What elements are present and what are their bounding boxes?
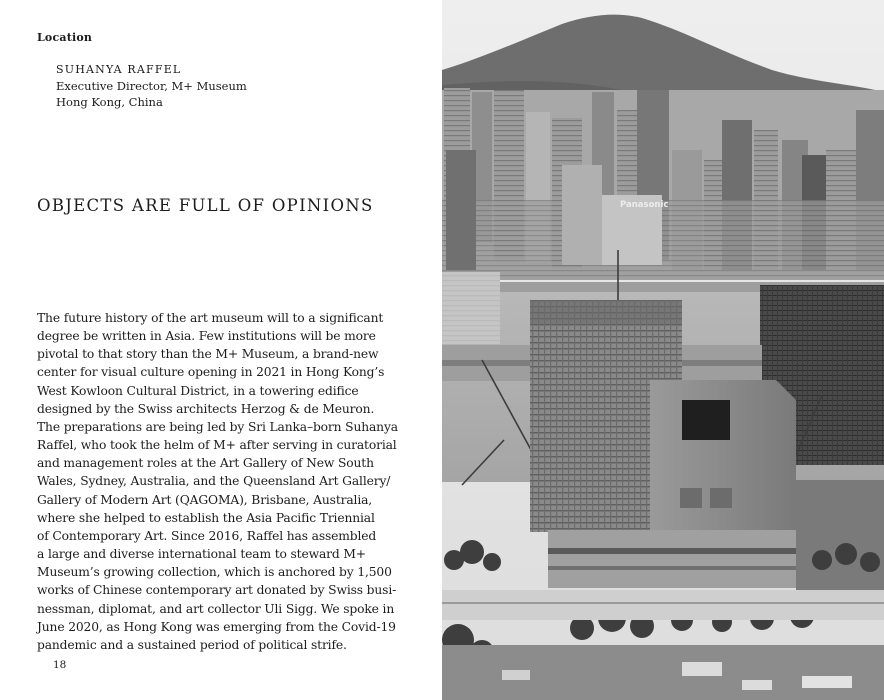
- body-line: Raffel, who took the helm of M+ after serving in curatorial: [37, 438, 397, 453]
- contributor-block: [56, 62, 247, 110]
- article-body: [37, 309, 398, 654]
- body-line: West Kowloon Cultural District, in a towering edifice: [37, 383, 359, 398]
- panasonic-sign: Panasonic: [620, 200, 669, 210]
- body-line: Gallery of Modern Art (QAGOMA), Brisbane, Australia,: [37, 492, 373, 507]
- body-line: a large and diverse international team to steward M+: [37, 547, 366, 562]
- museum-photograph: [442, 0, 884, 700]
- contributor-name: SUHANYA RAFFEL: [56, 63, 182, 76]
- section-label: Location: [37, 31, 93, 44]
- tower-window-opening: [682, 400, 730, 440]
- contributor-title: Executive Director, M+ Museum: [56, 79, 247, 93]
- body-line: center for visual culture opening in 2021 in Hong Kong’s: [37, 365, 385, 380]
- body-line: Museum’s growing collection, which is anchored by 1,500: [37, 565, 392, 580]
- contributor-location: Hong Kong, China: [56, 95, 163, 109]
- body-line: pivotal to that story than the M+ Museum, a brand-new: [37, 347, 379, 362]
- body-line: and management roles at the Art Gallery of New South: [37, 456, 374, 471]
- photo-illustration: [442, 0, 884, 700]
- body-line: works of Chinese contemporary art donated by Swiss busi-: [37, 583, 397, 598]
- body-line: The future history of the art museum will to a significant: [37, 311, 384, 325]
- museum-podium: [548, 530, 810, 588]
- boat: [502, 670, 530, 680]
- boat: [742, 680, 772, 690]
- body-line: where she helped to establish the Asia Pacific Triennial: [37, 510, 375, 525]
- page-number: 18: [53, 659, 67, 671]
- body-line: The preparations are being led by Sri Lanka–born Suhanya: [37, 419, 398, 434]
- body-line: nessman, diplomat, and art collector Uli Sigg. We spoke in: [37, 601, 395, 616]
- body-line: June 2020, as Hong Kong was emerging from the Covid-19: [37, 619, 396, 634]
- body-line: of Contemporary Art. Since 2016, Raffel has assembled: [37, 528, 377, 543]
- boat: [682, 662, 722, 676]
- city-skyline: [442, 88, 884, 280]
- boat: [802, 676, 852, 688]
- road: [442, 590, 884, 620]
- body-line: pandemic and a sustained period of political strife.: [37, 637, 347, 652]
- body-line: Wales, Sydney, Australia, and the Queensland Art Gallery/: [37, 474, 391, 489]
- body-line: designed by the Swiss architects Herzog & de Meuron.: [37, 401, 375, 416]
- body-line: degree be written in Asia. Few institutions will be more: [37, 329, 376, 344]
- article-headline: OBJECTS ARE FULL OF OPINIONS: [37, 196, 374, 215]
